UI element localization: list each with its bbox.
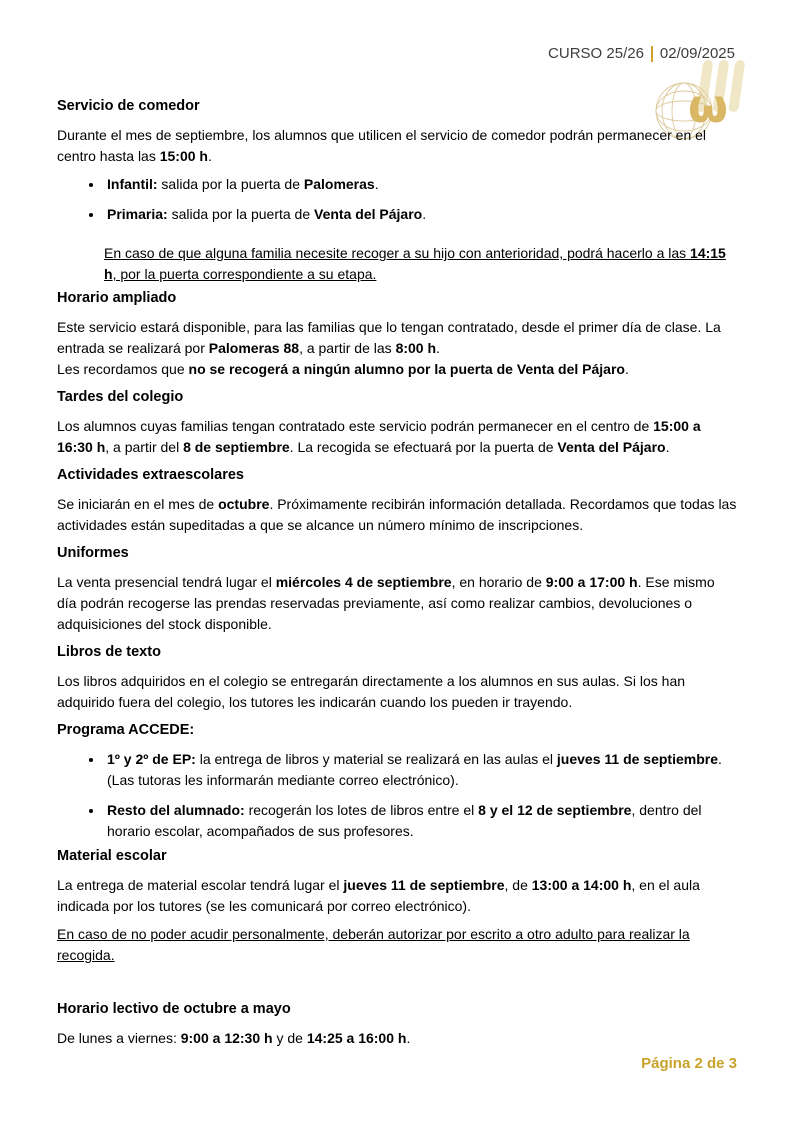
paragraph-libros: Los libros adquiridos en el colegio se entregarán directamente a los alumnos en sus aulas. Si los han adquirido fuera del colegio, los tutores les indicarán cuando los pueden ir trayendo. — [57, 673, 686, 710]
paragraph-tardes: Los alumnos cuyas familias tengan contratado este servicio podrán permanecer en el centro de 15:00 a 16:30 h, a partir del 8 de septiembre. La recogida se efectuará por la puerta de Venta del Pájaro. — [57, 418, 701, 455]
paragraph-horario-ampliado-1: Este servicio estará disponible, para las familias que lo tengan contratado, desde el primer día de clase. La entrada se realizará por Palomeras 88, a partir de las 8:00 h. — [57, 319, 721, 356]
section-heading-material: Material escolar — [57, 848, 167, 864]
page-number: Página 2 de 3 — [641, 1055, 737, 1072]
note-autorizacion: En caso de no poder acudir personalmente, deberán autorizar por escrito a otro adulto para realizar la recogida. — [57, 926, 690, 963]
section-heading-uniformes: Uniformes — [57, 545, 129, 561]
paragraph-extraescolares: Se iniciarán en el mes de octubre. Próximamente recibirán información detallada. Recordamos que todas las actividades están supeditadas a que se alcance un número mínimo de inscripciones. — [57, 496, 737, 533]
paragraph-material: La entrega de material escolar tendrá lugar el jueves 11 de septiembre, de 13:00 a 14:00 h, en el aula indicada por los tutores (se les comunicará por correo electrónico). — [57, 877, 700, 914]
bullet-list-accede — [57, 749, 737, 842]
omega-icon: ω — [688, 79, 728, 133]
paragraph-horario-lectivo: De lunes a viernes: 9:00 a 12:30 h y de 14:25 a 16:00 h. — [57, 1030, 411, 1046]
section-heading-extraescolares: Actividades extraescolares — [57, 467, 244, 483]
section-heading-tardes: Tardes del colegio — [57, 389, 184, 405]
header-course: CURSO 25/26 — [548, 45, 644, 62]
section-heading-horario-lectivo: Horario lectivo de octubre a mayo — [57, 1001, 291, 1017]
header-date: 02/09/2025 — [659, 45, 735, 62]
paragraph-horario-ampliado-2: Les recordamos que no se recogerá a ningún alumno por la puerta de Venta del Pájaro. — [57, 361, 629, 377]
section-heading-horario-ampliado: Horario ampliado — [57, 290, 177, 306]
list-item-resto: • Resto del alumnado: recogerán los lotes de libros entre el 8 y el 12 de septiembre, dentro del horario escolar, acompañados de sus profesores. — [104, 800, 737, 842]
list-item-infantil: • Infantil: salida por la puerta de Palomeras. — [104, 174, 737, 195]
paragraph-uniformes: La venta presencial tendrá lugar el miércoles 4 de septiembre, en horario de 9:00 a 17:00 h. Ese mismo día podrán recogerse las prendas reservadas previamente, así como realizar cambios, devoluciones o adquisiciones del stock disponible. — [57, 574, 715, 632]
section-heading-libros: Libros de texto — [57, 644, 161, 660]
document-content — [57, 93, 737, 1056]
section-heading-accede: Programa ACCEDE: — [57, 722, 195, 738]
paragraph-comedor: Durante el mes de septiembre, los alumnos que utilicen el servicio de comedor podrán permanecer en el centro hasta las 15:00 h. — [57, 127, 707, 164]
note-recogida-anticipada: En caso de que alguna familia necesite recoger a su hijo con anterioridad, podrá hacerlo a las 14:15 h, por la puerta correspondiente a su etapa. — [104, 245, 726, 282]
list-item-primaria: • Primaria: salida por la puerta de Venta del Pájaro. — [104, 204, 737, 225]
section-heading-comedor: Servicio de comedor — [57, 98, 200, 114]
bullet-list-comedor — [57, 174, 737, 225]
list-item-ep: • 1º y 2º de EP: la entrega de libros y material se realizará en las aulas el jueves 11 de septiembre. (Las tutoras les informarán mediante correo electrónico). — [104, 749, 737, 791]
